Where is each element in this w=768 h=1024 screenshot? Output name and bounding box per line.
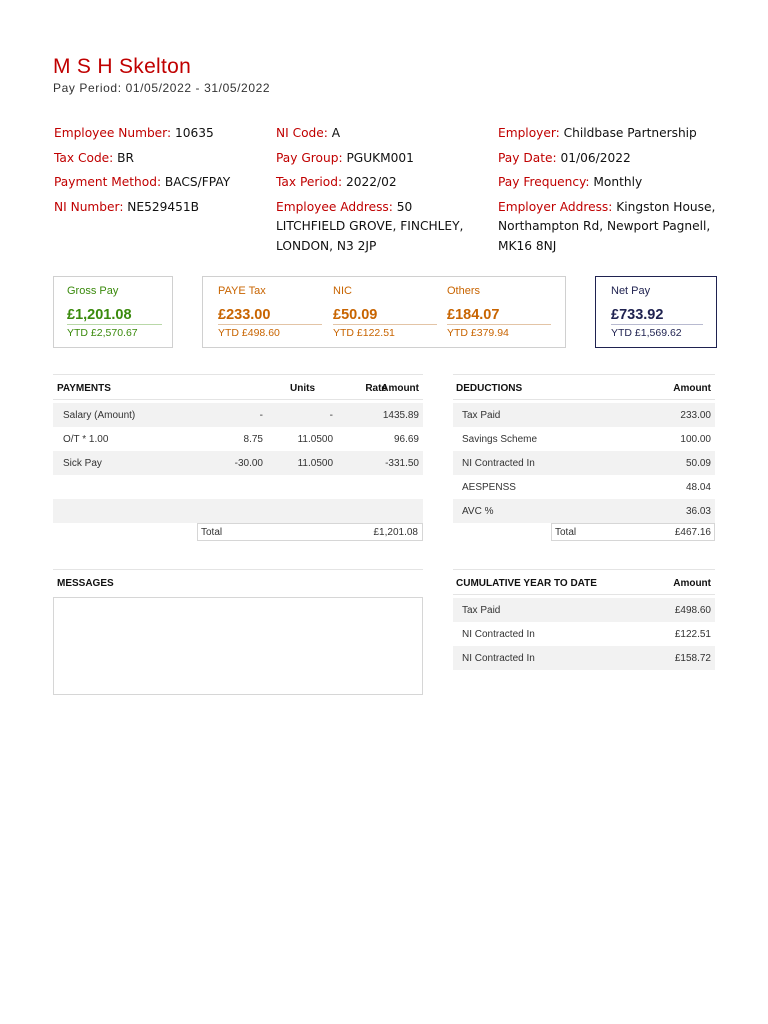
ni-code: NI Code: A [276,126,341,140]
table-row [453,622,715,646]
deduction-name: Savings Scheme [462,434,538,445]
payment-units: 8.75 [243,434,263,445]
payment-amount: -331.50 [385,458,419,469]
gross-pay-box [53,276,173,348]
table-row [53,451,423,475]
deductions-total [551,523,715,541]
others-divider [447,324,551,325]
employer: Employer: Childbase Partnership [498,126,697,140]
net-pay-label: Net Pay [611,285,651,297]
rate-heading: Rate [365,383,387,394]
table-row [453,475,715,499]
payment-rate: 11.0500 [297,434,333,445]
deduction-amount: 50.09 [685,458,711,469]
payment-rate: - [329,410,333,421]
net-pay-box [595,276,717,348]
table-row [453,427,715,451]
payment-units: -30.00 [234,458,263,469]
gross-pay-label: Gross Pay [67,285,119,297]
pay-date: Pay Date: 01/06/2022 [498,150,631,165]
gross-pay-value: £1,201.08 [67,307,132,323]
cumulative-amount-heading: Amount [673,578,711,589]
cumulative-amount: £122.51 [674,629,711,640]
nic-value: £50.09 [333,307,378,323]
paye-tax-ytd: YTD £498.60 [218,327,280,339]
payment-method: Payment Method: BACS/FPAY [54,175,231,189]
amount-heading: Amount [381,383,419,394]
payment-units: - [259,410,263,421]
others-value: £184.07 [447,307,500,323]
others-ytd: YTD £379.94 [447,327,509,339]
table-row [53,475,423,499]
gross-pay-divider [67,324,162,325]
table-row [453,451,715,475]
employee-address: Employee Address: 50 LITCHFIELD GROVE, FINCHLEY, LONDON, N3 2JP [276,199,464,253]
paye-tax-value: £233.00 [218,307,271,323]
deductions-total-label: Total [555,527,577,538]
cumulative-amount: £158.72 [674,653,711,664]
table-row [453,403,715,427]
payment-name: Sick Pay [63,458,102,469]
table-row [53,403,423,427]
deduction-name: AVC % [462,506,494,517]
deduction-amount: 36.03 [685,506,711,517]
payment-rate: 11.0500 [297,458,333,469]
others-label: Others [447,285,481,297]
pay-frequency: Pay Frequency: Monthly [498,175,643,189]
payments-total-value: £1,201.08 [373,527,418,538]
deductions-amount-heading: Amount [673,383,711,394]
employer-address: Employer Address: Kingston House, Northampton Rd, Newport Pagnell, MK16 8NJ [498,199,716,253]
employee-name: M S H Skelton [53,55,192,78]
payment-name: O/T * 1.00 [63,434,109,445]
messages-box [53,597,423,695]
payments-heading: PAYMENTS [57,383,111,394]
deduction-amount: 48.04 [685,482,711,493]
net-pay-ytd: YTD £1,569.62 [611,327,682,339]
units-heading: Units [290,383,315,394]
payment-amount: 1435.89 [382,410,419,421]
tax-period: Tax Period: 2022/02 [276,175,397,189]
table-row [53,499,423,523]
nic-label: NIC [333,285,352,297]
pay-group: Pay Group: PGUKM001 [276,150,414,165]
payment-name: Salary (Amount) [63,410,136,421]
nic-ytd: YTD £122.51 [333,327,395,339]
paye-tax-label: PAYE Tax [218,285,266,297]
nic-divider [333,324,437,325]
payment-amount: 96.69 [393,434,419,445]
gross-pay-ytd: YTD £2,570.67 [67,327,138,339]
table-row [53,427,423,451]
pay-period: Pay Period: 01/05/2022 - 31/05/2022 [53,81,271,95]
table-row [453,598,715,622]
net-pay-divider [611,324,703,325]
deduction-name: NI Contracted In [462,458,535,469]
deductions-heading: DEDUCTIONS [456,383,523,394]
tax-code: Tax Code: BR [54,150,135,165]
table-row [453,646,715,670]
employee-number: Employee Number: 10635 [54,126,214,140]
info-column-3 [498,124,718,261]
deduction-amount: 233.00 [680,410,711,421]
deduction-name: AESPENSS [462,482,516,493]
messages-header [53,569,423,595]
cumulative-amount: £498.60 [674,605,711,616]
info-column-1 [54,124,254,222]
messages-heading: MESSAGES [57,578,114,589]
cumulative-name: NI Contracted In [462,653,535,664]
cumulative-table-header [453,569,715,595]
deduction-name: Tax Paid [462,410,501,421]
deductions-total-value: £467.16 [674,527,711,538]
deductions-table-header [453,374,715,400]
cumulative-heading: CUMULATIVE YEAR TO DATE [456,578,597,589]
paye-tax-divider [218,324,322,325]
deduction-amount: 100.00 [680,434,711,445]
table-row [453,499,715,523]
net-pay-value: £733.92 [611,307,664,323]
info-column-2 [276,124,476,261]
cumulative-name: Tax Paid [462,605,501,616]
ni-number: NI Number: NE529451B [54,199,200,214]
cumulative-name: NI Contracted In [462,629,535,640]
payments-total [197,523,423,541]
payments-table-header [53,374,423,400]
deductions-summary-box [202,276,566,348]
payments-total-label: Total [201,527,223,538]
